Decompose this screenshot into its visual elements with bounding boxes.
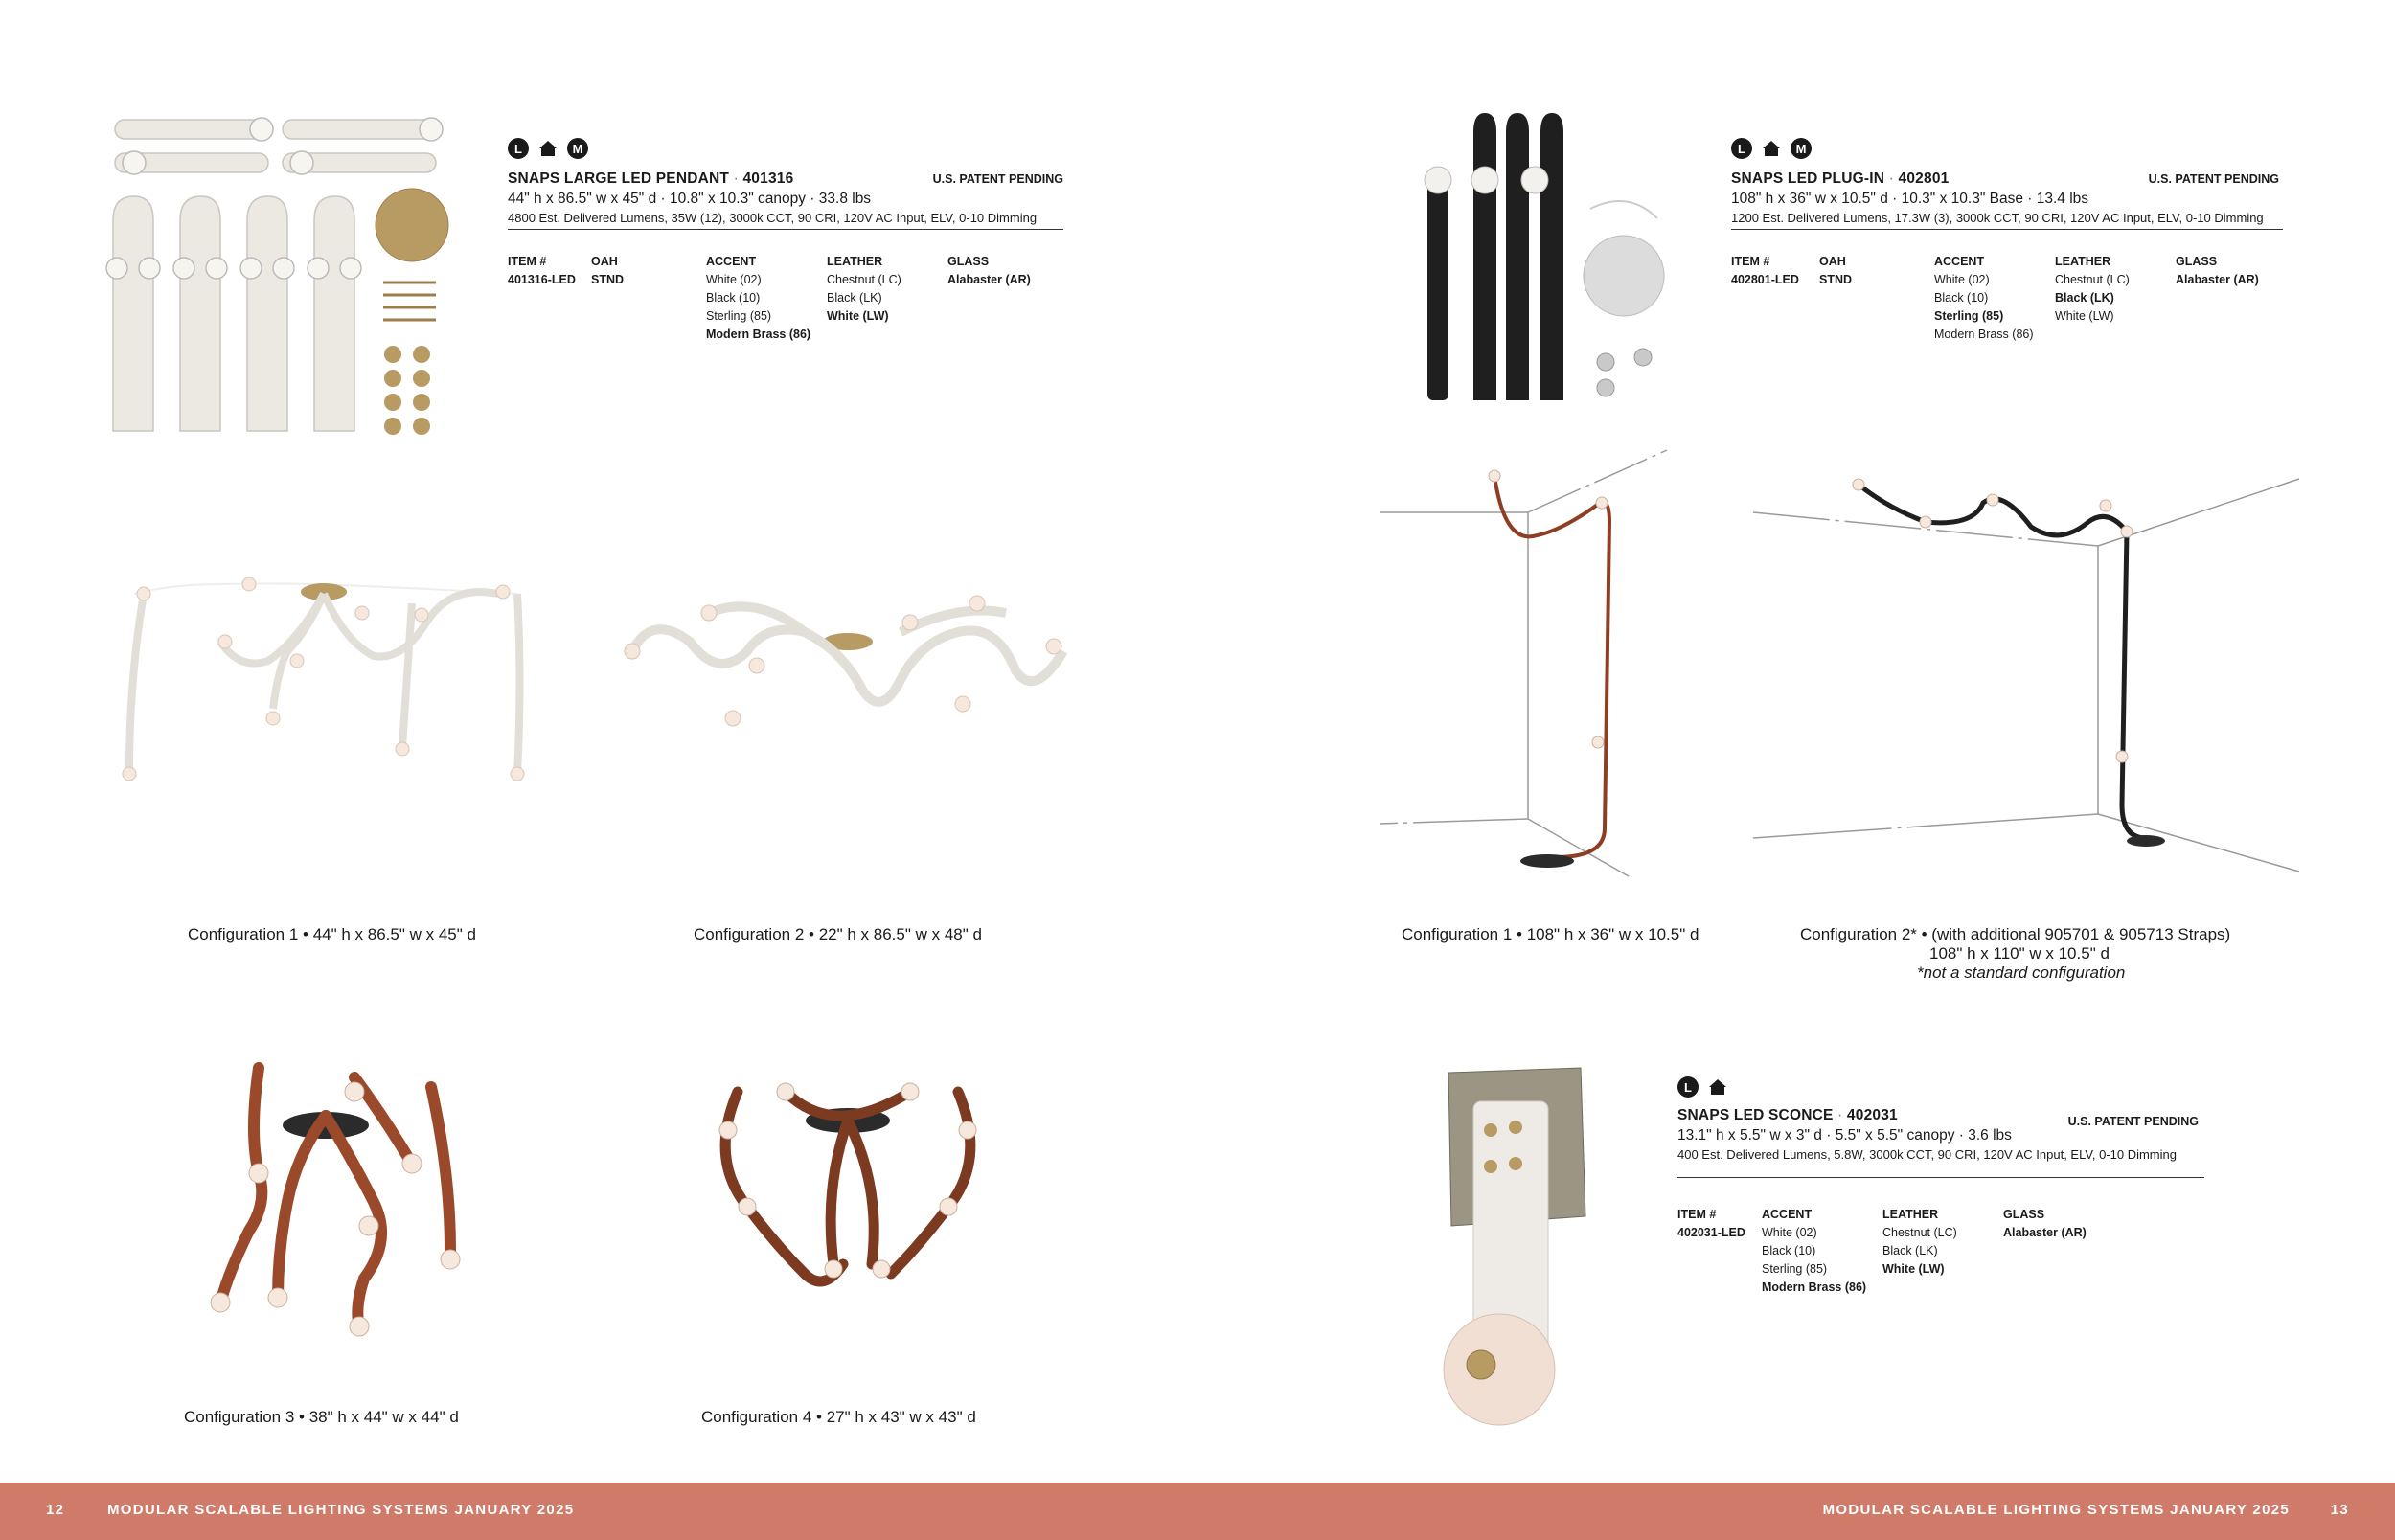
left-accent-option: Black (10) (706, 291, 761, 305)
sconce-glass-header: GLASS (2003, 1208, 2045, 1221)
left-config2-caption: Configuration 2 • 22" h x 86.5" w x 48" d (694, 925, 982, 943)
sconce-item-header: ITEM # (1677, 1208, 1717, 1221)
right-leather-option: White (LW) (2055, 309, 2114, 323)
house-icon (1707, 1076, 1728, 1098)
left-leather-option: Chestnut (LC) (827, 273, 901, 286)
left-leather-header: LEATHER (827, 255, 883, 268)
left-product-badges (508, 138, 588, 159)
listing-badge-l: L (1731, 138, 1752, 159)
right-accent-header: ACCENT (1934, 255, 1985, 268)
right-accent-option: White (02) (1934, 273, 1990, 286)
right-product-badges (1731, 138, 1812, 159)
left-product-name: SNAPS LARGE LED PENDANT (508, 170, 730, 187)
left-leather-option: Black (LK) (827, 291, 882, 305)
right-config2-note: *not a standard configuration (1917, 963, 2126, 982)
right-leather-option-selected: Black (LK) (2055, 291, 2114, 305)
left-config2-image (613, 575, 1083, 747)
sconce-header (1677, 1107, 2204, 1178)
left-config3-caption: Configuration 3 • 38" h x 44" w x 44" d (184, 1408, 459, 1426)
right-product-title: SNAPS LED PLUG-IN · 402801 (1731, 170, 1950, 187)
right-leather-option: Chestnut (LC) (2055, 273, 2130, 286)
right-product-specs: 1200 Est. Delivered Lumens, 17.3W (3), 3000k CCT, 90 CRI, 120V AC Input, ELV, 0-10 Dimming (1731, 211, 2283, 230)
left-oah-value: STND (591, 273, 625, 286)
left-accent-option-selected: Modern Brass (86) (706, 328, 811, 341)
right-accent-option: Black (10) (1934, 291, 1989, 305)
footer-bar (0, 1483, 2395, 1540)
left-oah-header: OAH (591, 255, 618, 268)
left-accent-option: Sterling (85) (706, 309, 772, 323)
right-config1-caption: Configuration 1 • 108" h x 36" w x 10.5" d (1402, 925, 1699, 943)
sconce-number: 402031 (1846, 1107, 1898, 1123)
right-product-number: 402801 (1898, 170, 1950, 187)
sconce-image (1427, 1063, 1600, 1441)
sconce-leather-option-selected: White (LW) (1882, 1262, 1945, 1276)
sconce-accent-header: ACCENT (1762, 1208, 1813, 1221)
left-config1-image (115, 565, 556, 795)
left-product-dimensions: 44" h x 86.5" w x 45" d · 10.8" x 10.3" canopy · 33.8 lbs (508, 191, 872, 207)
sconce-leather-header: LEATHER (1882, 1208, 1939, 1221)
sconce-table (1677, 1206, 2156, 1302)
right-glass-header: GLASS (2176, 255, 2218, 268)
left-product-number: 401316 (742, 170, 794, 187)
left-patent-label: U.S. PATENT PENDING (932, 172, 1063, 186)
left-item-header: ITEM # (508, 255, 547, 268)
right-config2-caption-line1: Configuration 2* • (with additional 905701 & 905713 Straps) (1800, 925, 2231, 943)
sconce-patent-label: U.S. PATENT PENDING (2067, 1115, 2199, 1128)
sconce-title: SNAPS LED SCONCE · 402031 (1677, 1107, 1898, 1123)
right-config2-image (1744, 469, 2309, 881)
left-page-number: 12 (46, 1502, 65, 1518)
right-oah-value: STND (1819, 273, 1853, 286)
left-glass-option: Alabaster (AR) (947, 273, 1031, 286)
left-product-title: SNAPS LARGE LED PENDANT · 401316 (508, 170, 794, 187)
listing-badge-m: M (567, 138, 588, 159)
house-icon (537, 138, 559, 159)
pendant-kit-parts-image (105, 105, 460, 441)
left-config3-image (182, 1058, 479, 1346)
sconce-leather-option: Black (LK) (1882, 1244, 1938, 1257)
sconce-accent-option: Sterling (85) (1762, 1262, 1828, 1276)
right-product-table (1731, 253, 2268, 349)
left-item-value: 401316-LED (508, 273, 576, 286)
house-icon (1761, 138, 1782, 159)
sconce-leather-option: Chestnut (LC) (1882, 1226, 1957, 1239)
left-product-specs: 4800 Est. Delivered Lumens, 35W (12), 3000k CCT, 90 CRI, 120V AC Input, ELV, 0-10 Dimming (508, 211, 1063, 230)
left-config1-caption: Configuration 1 • 44" h x 86.5" w x 45" d (188, 925, 476, 943)
right-glass-option: Alabaster (AR) (2176, 273, 2259, 286)
sconce-badges (1677, 1076, 1728, 1098)
sconce-item-value: 402031-LED (1677, 1226, 1745, 1239)
sconce-dimensions: 13.1" h x 5.5" w x 3" d · 5.5" x 5.5" canopy · 3.6 lbs (1677, 1127, 2012, 1144)
left-accent-header: ACCENT (706, 255, 757, 268)
left-accent-option: White (02) (706, 273, 762, 286)
sconce-accent-option: White (02) (1762, 1226, 1817, 1239)
right-leather-header: LEATHER (2055, 255, 2111, 268)
plugin-kit-parts-image (1418, 113, 1667, 410)
left-glass-header: GLASS (947, 255, 990, 268)
right-oah-header: OAH (1819, 255, 1846, 268)
right-item-value: 402801-LED (1731, 273, 1799, 286)
right-footer-title: MODULAR SCALABLE LIGHTING SYSTEMS JANUARY 2025 (1822, 1502, 2290, 1518)
left-product-table (508, 253, 1044, 349)
left-leather-option-selected: White (LW) (827, 309, 889, 323)
right-item-header: ITEM # (1731, 255, 1770, 268)
listing-badge-l: L (508, 138, 529, 159)
left-config4-image (690, 1073, 1015, 1312)
right-accent-option-selected: Sterling (85) (1934, 309, 2004, 323)
sconce-specs: 400 Est. Delivered Lumens, 5.8W, 3000k CCT, 90 CRI, 120V AC Input, ELV, 0-10 Dimming (1677, 1147, 2204, 1178)
sconce-accent-option: Black (10) (1762, 1244, 1816, 1257)
right-product-dimensions: 108" h x 36" w x 10.5" d · 10.3" x 10.3" Base · 13.4 lbs (1731, 191, 2089, 207)
right-patent-label: U.S. PATENT PENDING (2148, 172, 2279, 186)
left-config4-caption: Configuration 4 • 27" h x 43" w x 43" d (701, 1408, 976, 1426)
right-product-name: SNAPS LED PLUG-IN (1731, 170, 1885, 187)
sconce-glass-option: Alabaster (AR) (2003, 1226, 2087, 1239)
listing-badge-m: M (1791, 138, 1812, 159)
left-footer-title: MODULAR SCALABLE LIGHTING SYSTEMS JANUARY 2025 (107, 1502, 575, 1518)
sconce-accent-option-selected: Modern Brass (86) (1762, 1280, 1867, 1294)
left-product-header (508, 170, 1063, 230)
right-accent-option: Modern Brass (86) (1934, 328, 2034, 341)
right-page-number: 13 (2330, 1502, 2349, 1518)
right-config1-image (1370, 445, 1676, 886)
right-config2-caption-line2: 108" h x 110" w x 10.5" d (1929, 944, 2110, 962)
sconce-name: SNAPS LED SCONCE (1677, 1107, 1834, 1123)
listing-badge-l: L (1677, 1076, 1699, 1098)
right-product-header (1731, 170, 2283, 230)
